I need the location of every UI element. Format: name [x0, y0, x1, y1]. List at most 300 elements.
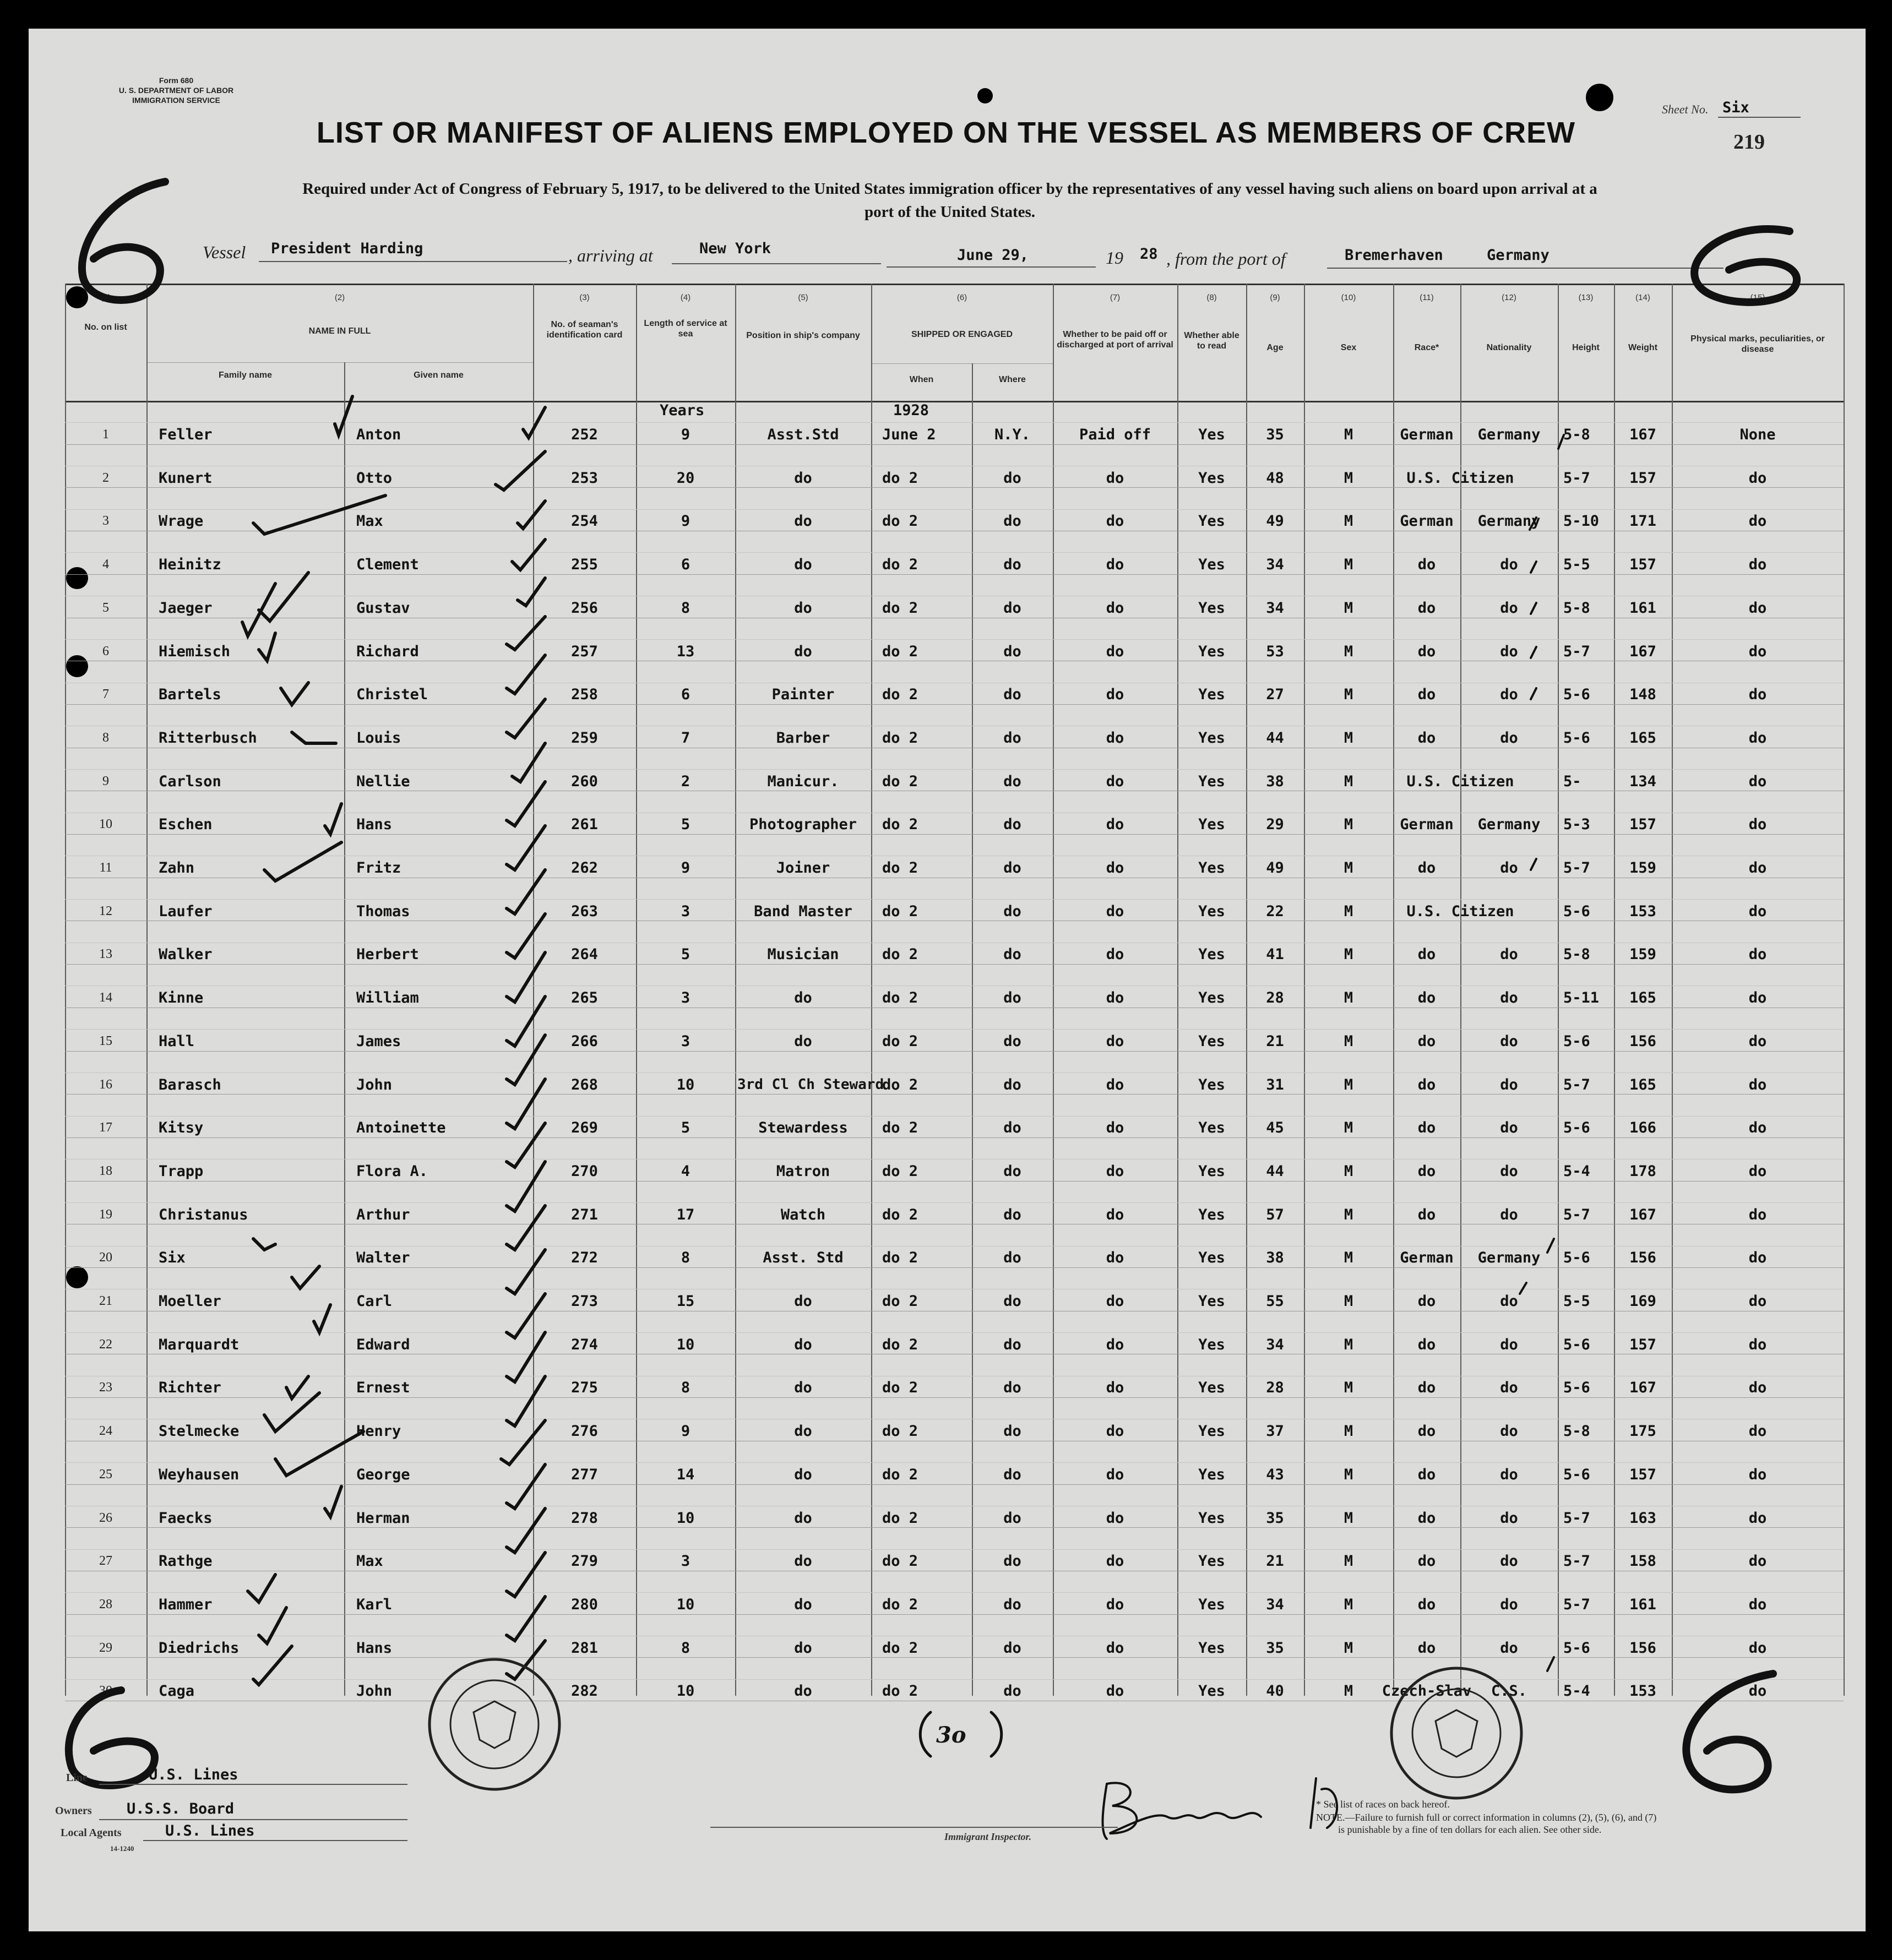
row-number: 1	[102, 427, 109, 442]
cell-marks: do	[1748, 1639, 1767, 1657]
cell-sex: M	[1344, 426, 1353, 443]
cell-sex: M	[1344, 1423, 1353, 1440]
cell-position: do	[794, 1509, 812, 1527]
cell-weight: 171	[1629, 513, 1656, 530]
cell-years: 9	[681, 1423, 691, 1440]
cell-when: do 2	[882, 1119, 918, 1137]
cell-read: Yes	[1198, 1466, 1225, 1483]
cell-paid: do	[1106, 859, 1124, 876]
cell-position: do	[794, 1639, 812, 1657]
cell-height: 5-6	[1563, 1379, 1590, 1397]
cell-given: George	[356, 1466, 410, 1483]
cell-family: Walker	[159, 946, 213, 963]
form-code: 14-1240	[110, 1844, 134, 1853]
cell-weight: 156	[1629, 1249, 1656, 1267]
cell-age: 34	[1266, 599, 1284, 617]
header-age: Age	[1266, 343, 1284, 352]
cell-nat: Germany	[1477, 816, 1541, 834]
column-number: (13)	[1578, 293, 1594, 302]
cell-card: 255	[571, 556, 598, 574]
cell-sex: M	[1344, 816, 1353, 834]
header-race: Race*	[1414, 343, 1439, 352]
cell-position: do	[794, 1032, 812, 1050]
cell-marks: do	[1748, 1162, 1767, 1180]
cell-height: 5-6	[1563, 1119, 1590, 1137]
column-number: (14)	[1635, 293, 1650, 302]
year-1928: 1928	[893, 402, 929, 419]
cell-marks: do	[1748, 859, 1767, 876]
cell-read: Yes	[1198, 1423, 1225, 1440]
arriving-label: , arriving at	[568, 246, 653, 265]
cell-age: 27	[1266, 686, 1284, 704]
cell-given: Richard	[356, 643, 419, 660]
cell-race: do	[1417, 1162, 1436, 1180]
cell-where: do	[1003, 1076, 1021, 1093]
cell-nat: do	[1500, 946, 1518, 963]
cell-where: do	[1003, 729, 1021, 747]
cell-age: 44	[1266, 1162, 1284, 1180]
cell-where: do	[1003, 772, 1021, 790]
cell-race: do	[1417, 1032, 1436, 1050]
penalty-note-2: is punishable by a fine of ten dollars for each alien. See other side.	[1338, 1824, 1602, 1835]
cell-paid: do	[1106, 1032, 1124, 1050]
cell-read: Yes	[1198, 1162, 1225, 1180]
row-number: 26	[99, 1510, 112, 1525]
cell-given: Herbert	[356, 946, 419, 963]
cell-height: 5-	[1563, 772, 1581, 790]
form-number: Form 680	[159, 76, 194, 85]
column-number: (4)	[680, 293, 691, 302]
manifest-subtitle: Required under Act of Congress of February 5, 1917, to be delivered to the United States immigration officer by the representatives of any vessel having such aliens on board upon arrival at a port of the United States.	[302, 180, 1597, 221]
row-number: 10	[99, 817, 112, 832]
cell-where: do	[1003, 686, 1021, 704]
cell-nat: do	[1500, 643, 1518, 660]
cell-height: 5-6	[1563, 686, 1590, 704]
cell-family: Kitsy	[159, 1119, 204, 1137]
cell-race: U.S. Citizen	[1406, 902, 1514, 920]
header-service: Length of service at sea	[644, 319, 727, 339]
cell-where: do	[1003, 556, 1021, 574]
row-number: 24	[99, 1424, 112, 1439]
column-number: (7)	[1110, 293, 1121, 302]
cell-years: 8	[681, 1639, 691, 1657]
cell-nat: do	[1500, 859, 1518, 876]
cell-height: 5-7	[1563, 1076, 1590, 1093]
cell-age: 21	[1266, 1032, 1284, 1050]
cell-race: do	[1417, 946, 1436, 963]
cell-nat: Germany	[1477, 513, 1541, 530]
cell-weight: 167	[1629, 426, 1656, 443]
cell-position: do	[794, 513, 812, 530]
cell-family: Stelmecke	[159, 1423, 240, 1440]
header-nationality: Nationality	[1486, 343, 1532, 352]
cell-years: 7	[681, 729, 691, 747]
cell-age: 31	[1266, 1076, 1284, 1093]
service-name: IMMIGRATION SERVICE	[132, 96, 220, 105]
cell-family: Wrage	[159, 513, 204, 530]
cell-marks: do	[1748, 1683, 1767, 1700]
cell-height: 5-6	[1563, 1032, 1590, 1050]
column-number: (11)	[1420, 293, 1434, 302]
cell-weight: 165	[1629, 729, 1656, 747]
cell-when: do 2	[882, 643, 918, 660]
cell-position: do	[794, 1379, 812, 1397]
cell-where: do	[1003, 1032, 1021, 1050]
cell-family: Christanus	[159, 1206, 248, 1223]
cell-where: do	[1003, 599, 1021, 617]
row-number: 22	[99, 1337, 112, 1352]
cell-position: 3rd Cl Ch Steward	[737, 1076, 884, 1093]
cell-weight: 163	[1629, 1509, 1656, 1527]
row-number: 27	[99, 1554, 112, 1569]
cell-height: 5-4	[1563, 1162, 1590, 1180]
cell-years: 10	[676, 1076, 695, 1093]
cell-read: Yes	[1198, 1076, 1225, 1093]
cell-card: 271	[571, 1206, 598, 1223]
cell-family: Feller	[159, 426, 213, 443]
cell-sex: M	[1344, 729, 1353, 747]
cell-when: do 2	[882, 1639, 918, 1657]
cell-when: do 2	[882, 989, 918, 1007]
cell-marks: do	[1748, 556, 1767, 574]
cell-height: 5-3	[1563, 816, 1590, 834]
cell-age: 48	[1266, 469, 1284, 487]
cell-card: 265	[571, 989, 598, 1007]
cell-family: Ritterbusch	[159, 729, 257, 747]
header-shipped: SHIPPED OR ENGAGED	[911, 330, 1013, 339]
column-number: (10)	[1341, 293, 1356, 302]
cell-where: do	[1003, 1336, 1021, 1353]
cell-nat: do	[1500, 1553, 1518, 1570]
cell-read: Yes	[1198, 426, 1225, 443]
handwritten-total: 3o	[936, 1722, 966, 1748]
cell-sex: M	[1344, 1206, 1353, 1223]
cell-family: Moeller	[159, 1293, 221, 1310]
cell-nat: do	[1500, 1336, 1518, 1353]
cell-years: 5	[681, 1119, 691, 1137]
cell-age: 35	[1266, 1639, 1284, 1657]
row-number: 20	[99, 1250, 112, 1265]
cell-paid: do	[1106, 1553, 1124, 1570]
cell-height: 5-7	[1563, 1509, 1590, 1527]
cell-height: 5-7	[1563, 1206, 1590, 1223]
cell-sex: M	[1344, 1162, 1353, 1180]
cell-sex: M	[1344, 686, 1353, 704]
cell-marks: do	[1748, 1293, 1767, 1310]
cell-position: Matron	[776, 1162, 830, 1180]
cell-position: do	[794, 1466, 812, 1483]
cell-marks: do	[1748, 1206, 1767, 1223]
cell-age: 28	[1266, 989, 1284, 1007]
cell-family: Laufer	[159, 902, 213, 920]
cell-read: Yes	[1198, 729, 1225, 747]
cell-read: Yes	[1198, 513, 1225, 530]
cell-card: 257	[571, 643, 598, 660]
cell-paid: do	[1106, 989, 1124, 1007]
cell-position: do	[794, 1293, 812, 1310]
cell-years: 3	[681, 989, 691, 1007]
cell-height: 5-6	[1563, 1336, 1590, 1353]
cell-weight: 169	[1629, 1293, 1656, 1310]
cell-given: Otto	[356, 469, 393, 487]
cell-weight: 178	[1629, 1162, 1656, 1180]
cell-sex: M	[1344, 1076, 1353, 1093]
cell-when: do 2	[882, 599, 918, 617]
cell-where: do	[1003, 469, 1021, 487]
cell-years: 6	[681, 686, 691, 704]
cell-card: 272	[571, 1249, 598, 1267]
cell-given: Hans	[356, 1639, 393, 1657]
cell-paid: do	[1106, 1249, 1124, 1267]
cell-family: Rathge	[159, 1553, 213, 1570]
cell-weight: 161	[1629, 1596, 1656, 1613]
cell-height: 5-7	[1563, 859, 1590, 876]
cell-position: do	[794, 989, 812, 1007]
cell-race: German	[1400, 1249, 1454, 1267]
header-where: Where	[999, 375, 1026, 384]
cell-nat: do	[1500, 556, 1518, 574]
cell-nat: do	[1500, 1162, 1518, 1180]
cell-race: U.S. Citizen	[1406, 469, 1514, 487]
cell-years: 6	[681, 556, 691, 574]
cell-weight: 153	[1629, 902, 1656, 920]
cell-read: Yes	[1198, 1509, 1225, 1527]
cell-when: do 2	[882, 513, 918, 530]
cell-height: 5-6	[1563, 902, 1590, 920]
cell-age: 35	[1266, 1509, 1284, 1527]
cell-read: Yes	[1198, 556, 1225, 574]
cell-read: Yes	[1198, 1293, 1225, 1310]
row-number: 14	[99, 990, 112, 1005]
cell-read: Yes	[1198, 1032, 1225, 1050]
cell-family: Eschen	[159, 816, 213, 834]
cell-card: 256	[571, 599, 598, 617]
cell-given: Louis	[356, 729, 401, 747]
cell-family: Hall	[159, 1032, 195, 1050]
cell-age: 38	[1266, 1249, 1284, 1267]
cell-where: do	[1003, 1596, 1021, 1613]
cell-given: William	[356, 989, 419, 1007]
cell-paid: Paid off	[1079, 426, 1151, 443]
cell-age: 57	[1266, 1206, 1284, 1223]
cell-where: do	[1003, 513, 1021, 530]
cell-when: do 2	[882, 1379, 918, 1397]
cell-years: 3	[681, 902, 691, 920]
cell-years: 9	[681, 513, 691, 530]
cell-read: Yes	[1198, 772, 1225, 790]
cell-sex: M	[1344, 599, 1353, 617]
cell-given: Flora A.	[356, 1162, 428, 1180]
cell-sex: M	[1344, 1336, 1353, 1353]
cell-family: Barasch	[159, 1076, 221, 1093]
cell-marks: do	[1748, 1423, 1767, 1440]
cell-position: Asst.Std	[767, 426, 839, 443]
cell-marks: do	[1748, 772, 1767, 790]
arrival-date: June 29,	[957, 247, 1029, 264]
cell-years: 5	[681, 946, 691, 963]
cell-position: Photographer	[749, 816, 857, 834]
cell-position: Musician	[767, 946, 839, 963]
cell-race: do	[1417, 1336, 1436, 1353]
cell-position: do	[794, 469, 812, 487]
cell-age: 37	[1266, 1423, 1284, 1440]
cell-given: Nellie	[356, 772, 410, 790]
cell-given: John	[356, 1683, 393, 1700]
cell-read: Yes	[1198, 469, 1225, 487]
header-no: No. on list	[84, 323, 127, 332]
cell-nat: do	[1500, 1466, 1518, 1483]
cell-paid: do	[1106, 686, 1124, 704]
cell-position: do	[794, 1553, 812, 1570]
cell-when: do 2	[882, 1293, 918, 1310]
cell-paid: do	[1106, 1206, 1124, 1223]
cell-marks: do	[1748, 1032, 1767, 1050]
cell-when: do 2	[882, 1206, 918, 1223]
cell-race: do	[1417, 1509, 1436, 1527]
cell-height: 5-6	[1563, 1466, 1590, 1483]
cell-when: do 2	[882, 1249, 918, 1267]
cell-paid: do	[1106, 1119, 1124, 1137]
cell-weight: 157	[1629, 1466, 1656, 1483]
row-number: 25	[99, 1467, 112, 1482]
cell-marks: do	[1748, 513, 1767, 530]
cell-marks: do	[1748, 1466, 1767, 1483]
cell-age: 34	[1266, 556, 1284, 574]
cell-family: Heinitz	[159, 556, 221, 574]
cell-when: do 2	[882, 1162, 918, 1180]
cell-given: Anton	[356, 426, 401, 443]
cell-card: 275	[571, 1379, 598, 1397]
cell-given: Ernest	[356, 1379, 410, 1397]
cell-weight: 157	[1629, 469, 1656, 487]
cell-family: Diedrichs	[159, 1639, 240, 1657]
cell-given: Fritz	[356, 859, 401, 876]
row-number: 28	[99, 1597, 112, 1611]
header-name: NAME IN FULL	[308, 326, 371, 336]
cell-sex: M	[1344, 1032, 1353, 1050]
cell-read: Yes	[1198, 989, 1225, 1007]
cell-paid: do	[1106, 902, 1124, 920]
line-value: U.S. Lines	[149, 1766, 238, 1783]
cell-family: Faecks	[159, 1509, 213, 1527]
years-label: Years	[660, 402, 705, 419]
cell-weight: 134	[1629, 772, 1656, 790]
cell-sex: M	[1344, 1119, 1353, 1137]
cell-marks: do	[1748, 989, 1767, 1007]
cell-paid: do	[1106, 1639, 1124, 1657]
line-label: Line	[66, 1772, 88, 1784]
cell-years: 3	[681, 1553, 691, 1570]
cell-card: 259	[571, 729, 598, 747]
cell-sex: M	[1344, 1509, 1353, 1527]
cell-age: 38	[1266, 772, 1284, 790]
cell-family: Zahn	[159, 859, 195, 876]
cell-paid: do	[1106, 1466, 1124, 1483]
cell-nat: do	[1500, 1596, 1518, 1613]
row-number: 4	[102, 557, 109, 572]
cell-when: do 2	[882, 686, 918, 704]
cell-given: Max	[356, 513, 383, 530]
cell-weight: 167	[1629, 643, 1656, 660]
row-number: 11	[99, 861, 112, 875]
cell-years: 8	[681, 599, 691, 617]
cell-card: 281	[571, 1639, 598, 1657]
cell-race: do	[1417, 1423, 1436, 1440]
cell-family: Weyhausen	[159, 1466, 240, 1483]
cell-given: Antoinette	[356, 1119, 446, 1137]
cell-where: do	[1003, 946, 1021, 963]
cell-given: Walter	[356, 1249, 410, 1267]
cell-marks: do	[1748, 686, 1767, 704]
arrival-year: 28	[1140, 246, 1158, 263]
cell-given: Clement	[356, 556, 419, 574]
agents-value: U.S. Lines	[165, 1822, 255, 1839]
cell-card: 264	[571, 946, 598, 963]
cell-height: 5-7	[1563, 643, 1590, 660]
cell-when: do 2	[882, 902, 918, 920]
cell-family: Kunert	[159, 469, 213, 487]
cell-paid: do	[1106, 1423, 1124, 1440]
cell-race: German	[1400, 816, 1454, 834]
cell-read: Yes	[1198, 1249, 1225, 1267]
cell-given: Thomas	[356, 902, 410, 920]
cell-given: Karl	[356, 1596, 393, 1613]
cell-age: 53	[1266, 643, 1284, 660]
cell-height: 5-6	[1563, 1639, 1590, 1657]
cell-age: 41	[1266, 946, 1284, 963]
cell-nat: do	[1500, 729, 1518, 747]
cell-card: 258	[571, 686, 598, 704]
cell-card: 252	[571, 426, 598, 443]
cell-card: 266	[571, 1032, 598, 1050]
cell-where: do	[1003, 1162, 1021, 1180]
cell-age: 21	[1266, 1553, 1284, 1570]
cell-height: 5-4	[1563, 1683, 1590, 1700]
cell-where: do	[1003, 1553, 1021, 1570]
owners-value: U.S.S. Board	[127, 1800, 235, 1817]
cell-position: do	[794, 1596, 812, 1613]
cell-card: 253	[571, 469, 598, 487]
cell-position: Barber	[776, 729, 830, 747]
header-read: Whether able to read	[1184, 331, 1239, 351]
cell-paid: do	[1106, 1683, 1124, 1700]
cell-family: Jaeger	[159, 599, 213, 617]
cell-marks: do	[1748, 643, 1767, 660]
cell-race: German	[1400, 513, 1454, 530]
cell-read: Yes	[1198, 643, 1225, 660]
vessel-name: President Harding	[271, 240, 423, 257]
row-number: 7	[102, 687, 109, 702]
department: U. S. DEPARTMENT OF LABOR	[118, 86, 234, 95]
cell-family: Hiemisch	[159, 643, 231, 660]
cell-when: do 2	[882, 1466, 918, 1483]
row-number: 8	[102, 730, 109, 745]
cell-paid: do	[1106, 643, 1124, 660]
cell-family: Carlson	[159, 772, 221, 790]
cell-where: do	[1003, 816, 1021, 834]
cell-where: do	[1003, 1249, 1021, 1267]
cell-where: do	[1003, 1466, 1021, 1483]
header-marks: Physical marks, peculiarities, or disease	[1690, 334, 1825, 354]
column-number: (15)	[1750, 293, 1765, 302]
departure-country: Germany	[1487, 247, 1550, 264]
cell-height: 5-6	[1563, 1249, 1590, 1267]
cell-age: 28	[1266, 1379, 1284, 1397]
cell-card: 273	[571, 1293, 598, 1310]
header-paid: Whether to be paid off or discharged at port of arrival	[1057, 330, 1173, 350]
cell-height: 5-6	[1563, 729, 1590, 747]
cell-sex: M	[1344, 1639, 1353, 1657]
